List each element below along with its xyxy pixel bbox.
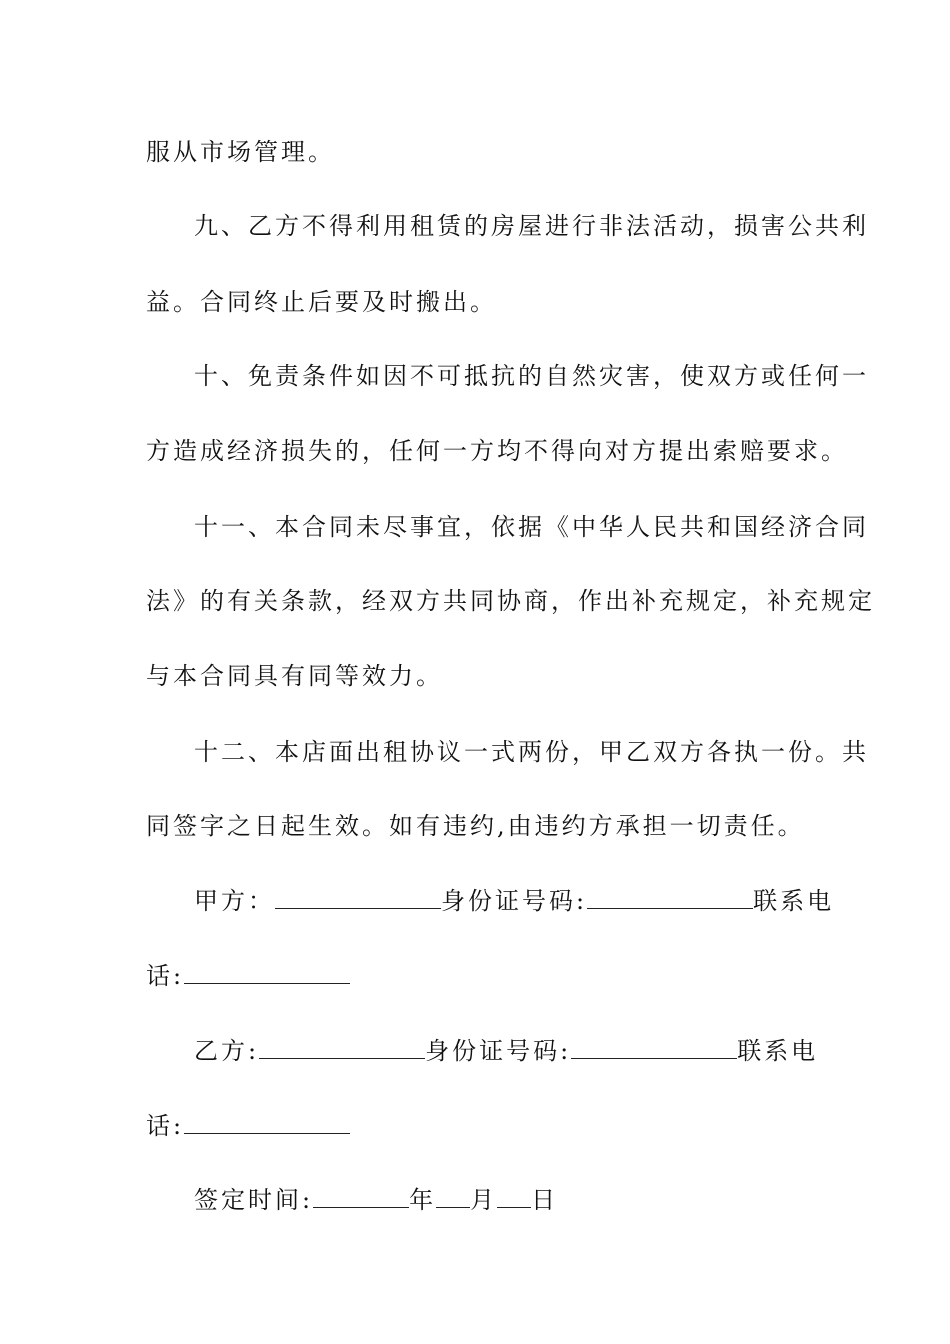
sign-day-blank xyxy=(497,1185,531,1208)
clause-9-line: 益。合同终止后要及时搬出。 xyxy=(146,288,497,316)
party-a-phone-label-cont: 话: xyxy=(146,962,185,990)
clause-12-line: 十二、本店面出租协议一式两份，甲乙双方各执一份。共 xyxy=(194,738,869,766)
party-b-id-blank xyxy=(571,1036,737,1059)
clause-11-line: 与本合同具有同等效力。 xyxy=(146,662,443,690)
clause-12-line: 同签字之日起生效。如有违约,由违约方承担一切责任。 xyxy=(146,812,805,840)
sign-month-label: 月 xyxy=(470,1186,498,1214)
party-a-label: 甲方： xyxy=(194,887,275,915)
party-b-id-label: 身份证号码: xyxy=(425,1037,572,1065)
clause-11-line: 法》的有关条款，经双方共同协商，作出补充规定，补充规定 xyxy=(146,587,875,615)
sign-date-line xyxy=(194,1183,806,1217)
party-b-phone-label-cont: 话: xyxy=(146,1112,185,1140)
clause-11-line: 十一、本合同未尽事宜，依据《中华人民共和国经济合同 xyxy=(194,513,869,541)
party-a-id-label: 身份证号码: xyxy=(441,887,588,915)
party-a-name-blank xyxy=(275,886,441,909)
party-a-phone-blank xyxy=(184,961,350,984)
party-b-phone-blank xyxy=(184,1111,350,1134)
sign-year-blank xyxy=(313,1185,409,1208)
sign-year-label: 年 xyxy=(409,1186,437,1214)
sign-month-blank xyxy=(436,1185,470,1208)
party-b-line xyxy=(194,1034,819,1068)
clause-10-line: 方造成经济损失的，任何一方均不得向对方提出索赔要求。 xyxy=(146,437,848,465)
paragraph-line: 服从市场管理。 xyxy=(146,138,335,166)
clause-9-line: 九、乙方不得利用租赁的房屋进行非法活动，损害公共利 xyxy=(194,212,869,240)
sign-date-label: 签定时间: xyxy=(194,1186,314,1214)
clause-10-line: 十、免责条件如因不可抵抗的自然灾害，使双方或任何一 xyxy=(194,362,869,390)
party-b-phone-line xyxy=(146,1109,806,1143)
party-b-phone-label: 联系电 xyxy=(737,1037,819,1065)
party-a-line xyxy=(194,884,835,918)
party-a-phone-line xyxy=(146,959,806,993)
party-b-label: 乙方: xyxy=(194,1037,260,1065)
party-a-phone-label: 联系电 xyxy=(753,887,835,915)
party-b-name-blank xyxy=(259,1036,425,1059)
party-a-id-blank xyxy=(587,886,753,909)
sign-day-label: 日 xyxy=(531,1186,559,1214)
